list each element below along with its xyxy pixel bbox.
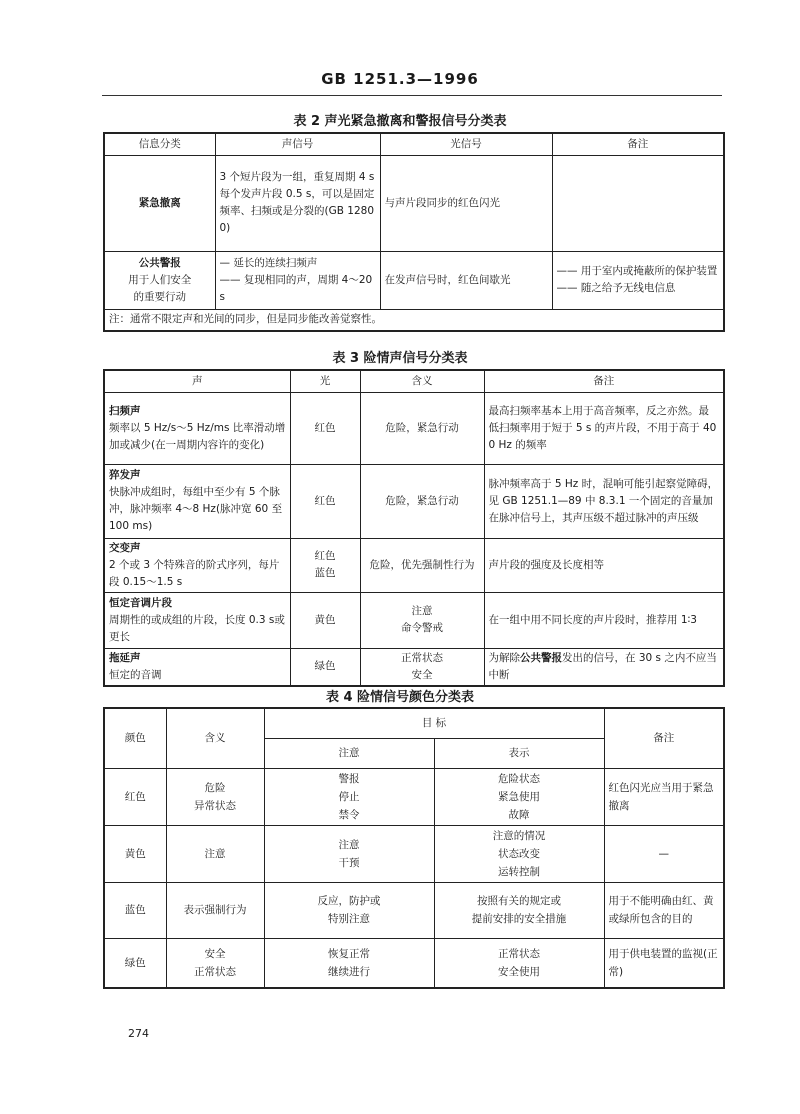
table-row <box>104 592 724 648</box>
table3-sound: 猝发声 快脉冲成组时，每组中至少有 5 个脉冲，脉冲频率 4～8 Hz(脉冲宽 60 至 100 ms) <box>104 464 290 538</box>
table3-sound: 拖延声 恒定的音调 <box>104 648 290 686</box>
table2-note <box>552 155 724 251</box>
table-row <box>104 464 724 538</box>
table3-meaning: 危险，紧急行动 <box>360 392 484 464</box>
table3-meaning: 危险，优先强制性行为 <box>360 538 484 592</box>
table2-category: 紧急撤离 <box>104 155 215 251</box>
table4-header-target: 目 标 <box>264 708 604 738</box>
table3-caption: 表 3 险情声信号分类表 <box>332 351 468 366</box>
table4-indication: 正常状态 安全使用 <box>434 938 604 988</box>
table4-header-color: 颜色 <box>104 708 166 768</box>
table3-meaning: 注意 命令警戒 <box>360 592 484 648</box>
table-row <box>104 825 724 882</box>
table3-light: 红色 <box>290 464 360 538</box>
table4-meaning: 危险 异常状态 <box>166 768 264 825</box>
table-row <box>104 155 724 251</box>
table3-header-meaning: 含义 <box>360 370 484 392</box>
table2-header-light: 光信号 <box>380 133 552 155</box>
table4-header-attention: 注意 <box>264 738 434 768</box>
table3-light: 红色 蓝色 <box>290 538 360 592</box>
table3-light: 红色 <box>290 392 360 464</box>
table3-light: 黄色 <box>290 592 360 648</box>
table4-note: — <box>604 825 724 882</box>
table2-footnote: 注：通常不限定声和光间的同步，但是同步能改善觉察性。 <box>104 309 724 331</box>
table-row <box>104 392 724 464</box>
table4-header-indication: 表示 <box>434 738 604 768</box>
table3-sound: 恒定音调片段 周期性的或成组的片段，长度 0.3 s或更长 <box>104 592 290 648</box>
table2-header-sound: 声信号 <box>215 133 380 155</box>
table4-header-meaning: 含义 <box>166 708 264 768</box>
table4-indication: 注意的情况 状态改变 运转控制 <box>434 825 604 882</box>
page-number: 274 <box>128 1027 149 1040</box>
table4-note: 红色闪光应当用于紧急撤离 <box>604 768 724 825</box>
table4-color: 黄色 <box>104 825 166 882</box>
table3-note: 声片段的强度及长度相等 <box>484 538 724 592</box>
table3-note: 为解除公共警报发出的信号，在 30 s 之内不应当中断 <box>484 648 724 686</box>
table4-indication: 危险状态 紧急使用 故障 <box>434 768 604 825</box>
table2-header-category: 信息分类 <box>104 133 215 155</box>
table-row <box>104 882 724 938</box>
table4-color: 蓝色 <box>104 882 166 938</box>
table4-header-note: 备注 <box>604 708 724 768</box>
table4-attention: 恢复正常 继续进行 <box>264 938 434 988</box>
table-row <box>104 648 724 686</box>
table3-note: 脉冲频率高于 5 Hz 时，混响可能引起察觉障碍，见 GB 1251.1—89 中 8.3.1 一个固定的音量加在脉冲信号上，其声压级不超过脉冲的声压级 <box>484 464 724 538</box>
table4 <box>103 707 725 989</box>
table3-header-note: 备注 <box>484 370 724 392</box>
table4-color: 红色 <box>104 768 166 825</box>
table3-note: 在一组中用不同长度的声片段时，推荐用 1∶3 <box>484 592 724 648</box>
table2-caption: 表 2 声光紧急撤离和警报信号分类表 <box>293 114 507 129</box>
standard-number: GB 1251.3—1996 <box>321 70 479 88</box>
header-rule <box>102 95 722 96</box>
table4-attention: 警报 停止 禁令 <box>264 768 434 825</box>
table4-caption: 表 4 险情信号颜色分类表 <box>325 690 475 705</box>
table3-sound: 扫频声 频率以 5 Hz/s～5 Hz/ms 比率滑动增加或减少(在一周期内容许的变化) <box>104 392 290 464</box>
table4-attention: 注意 干预 <box>264 825 434 882</box>
table4-meaning: 注意 <box>166 825 264 882</box>
table-row <box>104 938 724 988</box>
table4-attention: 反应，防护或 特别注意 <box>264 882 434 938</box>
table4-note: 用于不能明确由红、黄或绿所包含的目的 <box>604 882 724 938</box>
table2 <box>103 132 725 332</box>
table3 <box>103 369 725 687</box>
table-row <box>104 768 724 825</box>
table4-meaning: 安全 正常状态 <box>166 938 264 988</box>
table2-note: —— 用于室内或掩蔽所的保护装置 —— 随之给予无线电信息 <box>552 251 724 309</box>
table-row <box>104 538 724 592</box>
table2-light: 在发声信号时，红色间歇光 <box>380 251 552 309</box>
table3-meaning: 危险，紧急行动 <box>360 464 484 538</box>
table4-color: 绿色 <box>104 938 166 988</box>
table3-sound: 交变声 2 个或 3 个特殊音的阶式序列，每片段 0.15～1.5 s <box>104 538 290 592</box>
table2-sound: — 延长的连续扫频声 —— 复现相同的声，周期 4～20 s <box>215 251 380 309</box>
table3-header-sound: 声 <box>104 370 290 392</box>
table3-header-light: 光 <box>290 370 360 392</box>
table4-note: 用于供电装置的监视(正常) <box>604 938 724 988</box>
table2-sound: 3 个短片段为一组，重复周期 4 s 每个发声片段 0.5 s，可以是固定频率、扫频或是分裂的(GB 12800) <box>215 155 380 251</box>
table4-indication: 按照有关的规定或 提前安排的安全措施 <box>434 882 604 938</box>
table2-light: 与声片段同步的红色闪光 <box>380 155 552 251</box>
table2-category: 公共警报 用于人们安全 的重要行动 <box>104 251 215 309</box>
table3-note: 最高扫频率基本上用于高音频率，反之亦然。最低扫频率用于短于 5 s 的声片段，不用于高于 400 Hz 的频率 <box>484 392 724 464</box>
table4-meaning: 表示强制行为 <box>166 882 264 938</box>
table3-meaning: 正常状态 安全 <box>360 648 484 686</box>
table2-header-note: 备注 <box>552 133 724 155</box>
table-row <box>104 251 724 309</box>
table3-light: 绿色 <box>290 648 360 686</box>
